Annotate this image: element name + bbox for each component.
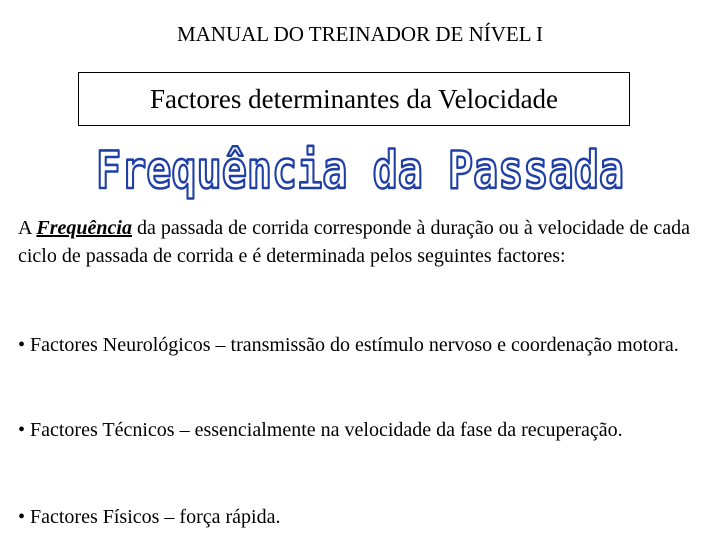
- wordart-heading-text: Frequência da Passada: [96, 141, 624, 201]
- wordart-svg: [90, 136, 630, 202]
- paragraph-definition: [18, 214, 690, 270]
- section-title: Factores determinantes da Velocidade: [149, 84, 559, 114]
- bullet-physical: • Factores Físicos – força rápida.: [18, 506, 281, 528]
- bullet-technical: • Factores Técnicos – essencialmente na velocidade da fase da recuperação.: [18, 419, 623, 441]
- paragraph-prefix: A: [18, 217, 37, 239]
- manual-header: MANUAL DO TREINADOR DE NÍVEL I: [176, 22, 544, 46]
- emphasis-word: Frequência: [36, 217, 132, 239]
- bullet-neurological: • Factores Neurológicos – transmissão do estímulo nervoso e coordenação motora.: [18, 334, 679, 356]
- wordart-heading: [90, 136, 630, 202]
- section-title-box: [78, 72, 630, 126]
- paragraph-suffix: da passada de corrida corresponde à duração ou à velocidade de cada ciclo de passada de corrida e é determinada pelos seguintes factores:: [18, 217, 690, 267]
